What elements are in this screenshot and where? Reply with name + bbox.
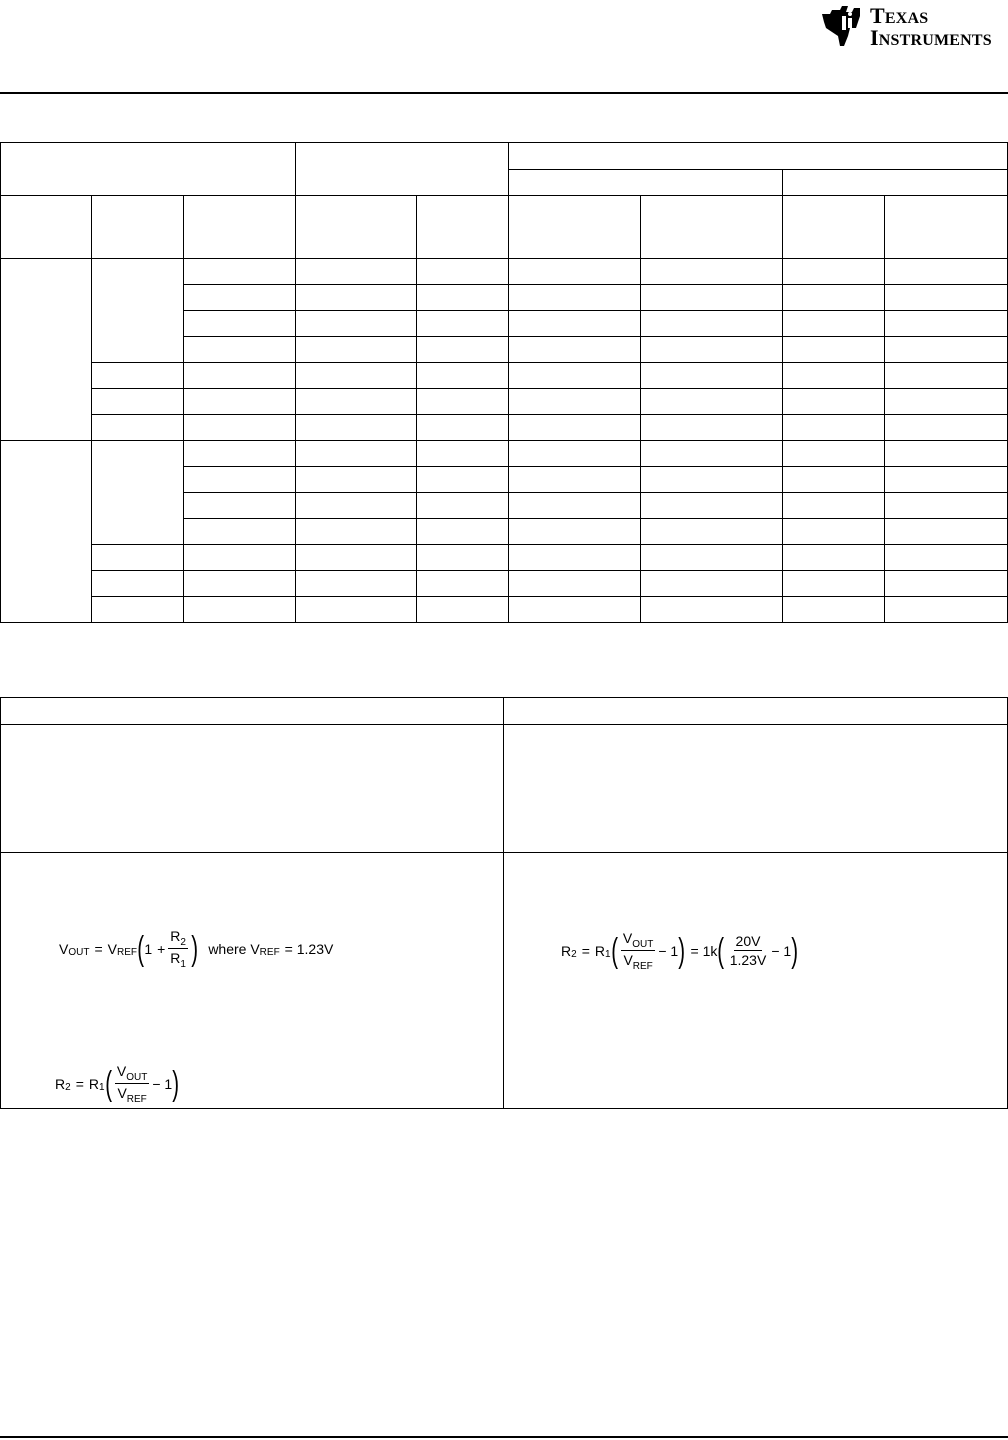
eq-text: V: [623, 952, 633, 968]
table-cell: [504, 725, 1008, 853]
table-row: [1, 853, 1008, 1109]
eq-text: − 1: [771, 942, 792, 959]
eq-text: V: [59, 940, 69, 957]
eq-text: =: [94, 940, 103, 957]
eq-text: =: [75, 1075, 84, 1092]
eq-sub: REF: [632, 961, 653, 972]
table-header-cell: [417, 196, 509, 259]
eq-sub: 1: [605, 949, 611, 960]
eq-text: V: [622, 930, 633, 946]
table-row: [1, 389, 1008, 415]
left-paren: (: [137, 929, 145, 968]
table-header-cell: [504, 698, 1008, 725]
vout-equation: [59, 928, 333, 969]
fraction: [728, 933, 769, 968]
eq-sub: OUT: [632, 939, 654, 950]
table-header-cell: [885, 196, 1008, 259]
eq-text: − 1: [152, 1075, 173, 1092]
table-row: [1, 571, 1008, 597]
table-header-cell: [296, 143, 509, 196]
footer-rule: [0, 1436, 1008, 1438]
table-header-cell: [184, 196, 296, 259]
eq-text: R: [170, 950, 181, 966]
table-cell: [92, 259, 184, 363]
table-row: [1, 363, 1008, 389]
right-paren: ): [678, 931, 686, 970]
table-cell: [1, 725, 504, 853]
eq-sub: OUT: [126, 1072, 148, 1083]
table-row: [1, 597, 1008, 623]
fraction: [115, 1063, 149, 1104]
table-header-cell: [783, 196, 885, 259]
logo-line-1: TEXAS: [870, 3, 929, 28]
eq-text: 1: [144, 940, 153, 957]
table-row: [1, 725, 1008, 853]
eq-sub: REF: [126, 1094, 147, 1105]
eq-sub: REF: [116, 947, 137, 958]
design-table: [0, 697, 1008, 1109]
eq-sub: 1: [180, 959, 186, 970]
table-cell: [504, 853, 1008, 1109]
table-row: [1, 441, 1008, 467]
eq-text: 1.23V: [729, 952, 767, 968]
fraction: [168, 928, 188, 969]
eq-sub: 2: [65, 1082, 71, 1093]
eq-text: − 1: [658, 942, 679, 959]
eq-sub: 1: [99, 1082, 105, 1093]
eq-text: = 1.23V: [284, 940, 334, 957]
table-cell: [92, 441, 184, 545]
right-paren: ): [191, 929, 199, 968]
table-row: [1, 259, 1008, 285]
logo-line-2: INSTRUMENTS: [870, 25, 992, 50]
eq-text: =: [581, 942, 590, 959]
eq-text: = 1k: [690, 942, 718, 959]
table-row: [1, 415, 1008, 441]
header-rule: [0, 92, 1008, 94]
table-header-row: [1, 698, 1008, 725]
table-header-cell: [1, 143, 296, 196]
table-cell: [1, 853, 504, 1109]
table-header-row: [1, 196, 1008, 259]
ti-logo: [820, 3, 1008, 50]
right-paren: ): [791, 931, 799, 970]
data-table: [0, 142, 1008, 623]
eq-sub: OUT: [68, 947, 90, 958]
table-header-cell: [509, 170, 783, 196]
eq-text: R: [88, 1075, 99, 1092]
eq-text: V: [107, 940, 117, 957]
eq-sub: REF: [259, 947, 280, 958]
table-header-row: [1, 143, 1008, 170]
table-header-cell: [1, 196, 92, 259]
eq-text: V: [117, 1085, 127, 1101]
table-header-cell: [509, 196, 641, 259]
r2-general-equation: [55, 1063, 180, 1104]
table-header-cell: [783, 170, 1008, 196]
left-paren: (: [717, 931, 725, 970]
table-header-cell: [296, 196, 417, 259]
r2-example-equation: [561, 930, 799, 971]
eq-sub: 2: [571, 949, 577, 960]
table-header-cell: [1, 698, 504, 725]
eq-text: where V: [208, 940, 260, 957]
eq-text: 20V: [735, 933, 761, 949]
eq-text: R: [594, 942, 605, 959]
fraction: [621, 930, 655, 971]
right-paren: ): [172, 1064, 180, 1103]
eq-sub: 2: [180, 937, 186, 948]
eq-text: V: [116, 1063, 127, 1079]
table-header-cell: [509, 143, 1008, 170]
ti-logo-icon: [820, 6, 866, 46]
left-paren: (: [104, 1064, 112, 1103]
eq-text: +: [157, 940, 166, 957]
table-row: [1, 545, 1008, 571]
eq-text: R: [170, 928, 181, 944]
table-cell: [1, 259, 92, 441]
eq-text: R: [55, 1075, 66, 1092]
eq-text: R: [561, 942, 572, 959]
ti-wordmark: [870, 3, 992, 50]
table-header-cell: [92, 196, 184, 259]
table-header-cell: [641, 196, 783, 259]
left-paren: (: [610, 931, 618, 970]
table-cell: [1, 441, 92, 623]
